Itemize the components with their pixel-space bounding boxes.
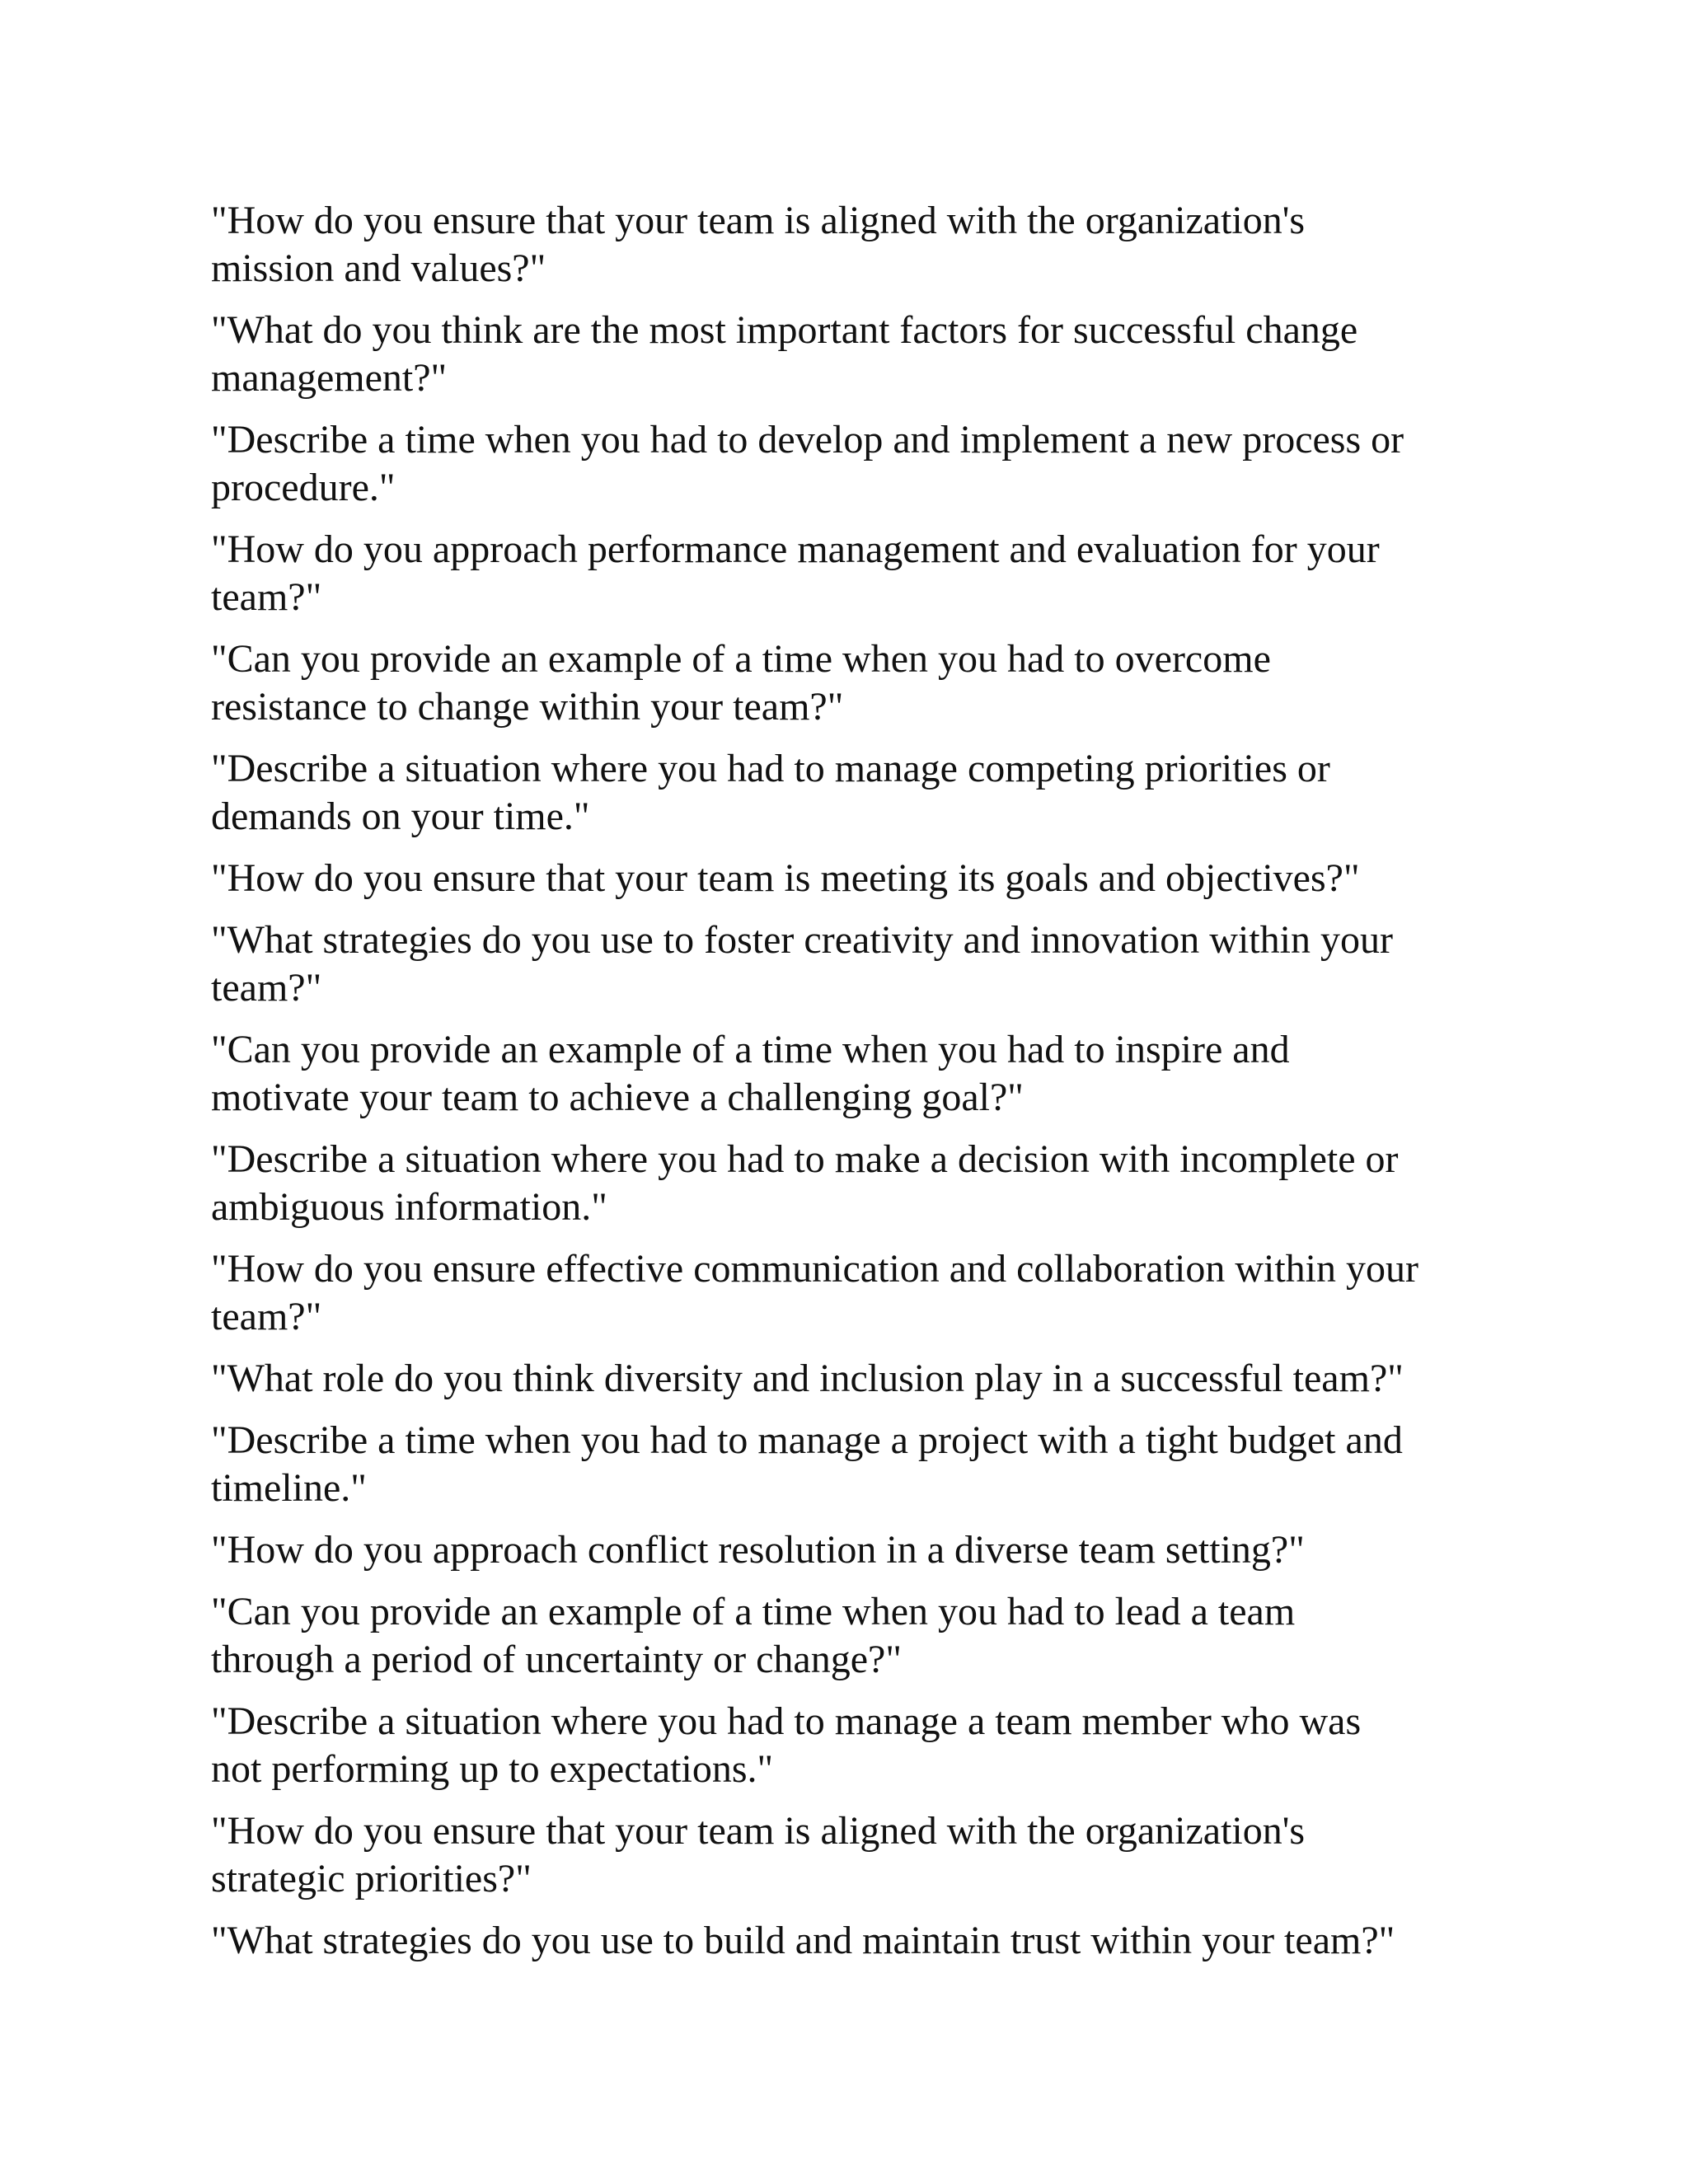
question-item bbox=[211, 1917, 1497, 1965]
question-line: "How do you ensure effective communication and collaboration within your bbox=[211, 1247, 1418, 1291]
question-line: "What strategies do you use to foster creativity and innovation within your bbox=[211, 918, 1393, 962]
question-line: procedure." bbox=[211, 466, 396, 509]
question-line: resistance to change within your team?" bbox=[211, 685, 844, 729]
question-line: not performing up to expectations." bbox=[211, 1747, 774, 1791]
question-line: "How do you ensure that your team is aligned with the organization's bbox=[211, 199, 1306, 242]
question-item bbox=[211, 855, 1497, 902]
question-line: timeline." bbox=[211, 1466, 367, 1510]
question-item bbox=[211, 1417, 1497, 1512]
question-line: strategic priorities?" bbox=[211, 1857, 532, 1900]
question-item bbox=[211, 526, 1497, 621]
question-line: "What strategies do you use to build and maintain trust within your team?" bbox=[211, 1919, 1395, 1962]
question-line: "Can you provide an example of a time when you had to overcome bbox=[211, 637, 1271, 681]
question-line: through a period of uncertainty or change?" bbox=[211, 1638, 902, 1681]
question-line: management?" bbox=[211, 356, 448, 400]
question-line: "How do you ensure that your team is meeting its goals and objectives?" bbox=[211, 856, 1360, 900]
question-line: "How do you ensure that your team is aligned with the organization's bbox=[211, 1809, 1306, 1853]
question-item bbox=[211, 416, 1497, 512]
question-item bbox=[211, 916, 1497, 1012]
question-item bbox=[211, 1245, 1497, 1341]
question-item bbox=[211, 1526, 1497, 1574]
question-line: "How do you approach conflict resolution in a diverse team setting?" bbox=[211, 1528, 1305, 1572]
question-item bbox=[211, 197, 1497, 293]
question-line: "Describe a time when you had to develop and implement a new process or bbox=[211, 418, 1404, 462]
question-item bbox=[211, 1136, 1497, 1231]
question-list bbox=[211, 197, 1497, 1979]
question-line: "Describe a situation where you had to manage competing priorities or bbox=[211, 747, 1330, 790]
question-line: "How do you approach performance management and evaluation for your bbox=[211, 527, 1380, 571]
question-line: "Describe a situation where you had to manage a team member who was bbox=[211, 1699, 1362, 1743]
question-line: "Describe a time when you had to manage a project with a tight budget and bbox=[211, 1418, 1403, 1462]
question-line: team?" bbox=[211, 966, 322, 1010]
question-item bbox=[211, 1355, 1497, 1403]
question-line: "What do you think are the most important factors for successful change bbox=[211, 308, 1358, 352]
question-item bbox=[211, 1807, 1497, 1903]
question-line: "What role do you think diversity and inclusion play in a successful team?" bbox=[211, 1357, 1404, 1400]
question-item bbox=[211, 635, 1497, 731]
question-item bbox=[211, 1588, 1497, 1684]
question-line: "Can you provide an example of a time when you had to lead a team bbox=[211, 1590, 1296, 1633]
question-item bbox=[211, 307, 1497, 402]
question-line: mission and values?" bbox=[211, 246, 546, 290]
question-item bbox=[211, 1698, 1497, 1793]
question-line: ambiguous information." bbox=[211, 1185, 607, 1229]
question-item bbox=[211, 1026, 1497, 1122]
question-line: demands on your time." bbox=[211, 794, 590, 838]
question-line: team?" bbox=[211, 1295, 322, 1338]
question-line: team?" bbox=[211, 575, 322, 619]
question-line: "Can you provide an example of a time when you had to inspire and bbox=[211, 1028, 1290, 1071]
question-line: "Describe a situation where you had to make a decision with incomplete or bbox=[211, 1137, 1399, 1181]
question-line: motivate your team to achieve a challenging goal?" bbox=[211, 1076, 1024, 1119]
question-item bbox=[211, 745, 1497, 841]
